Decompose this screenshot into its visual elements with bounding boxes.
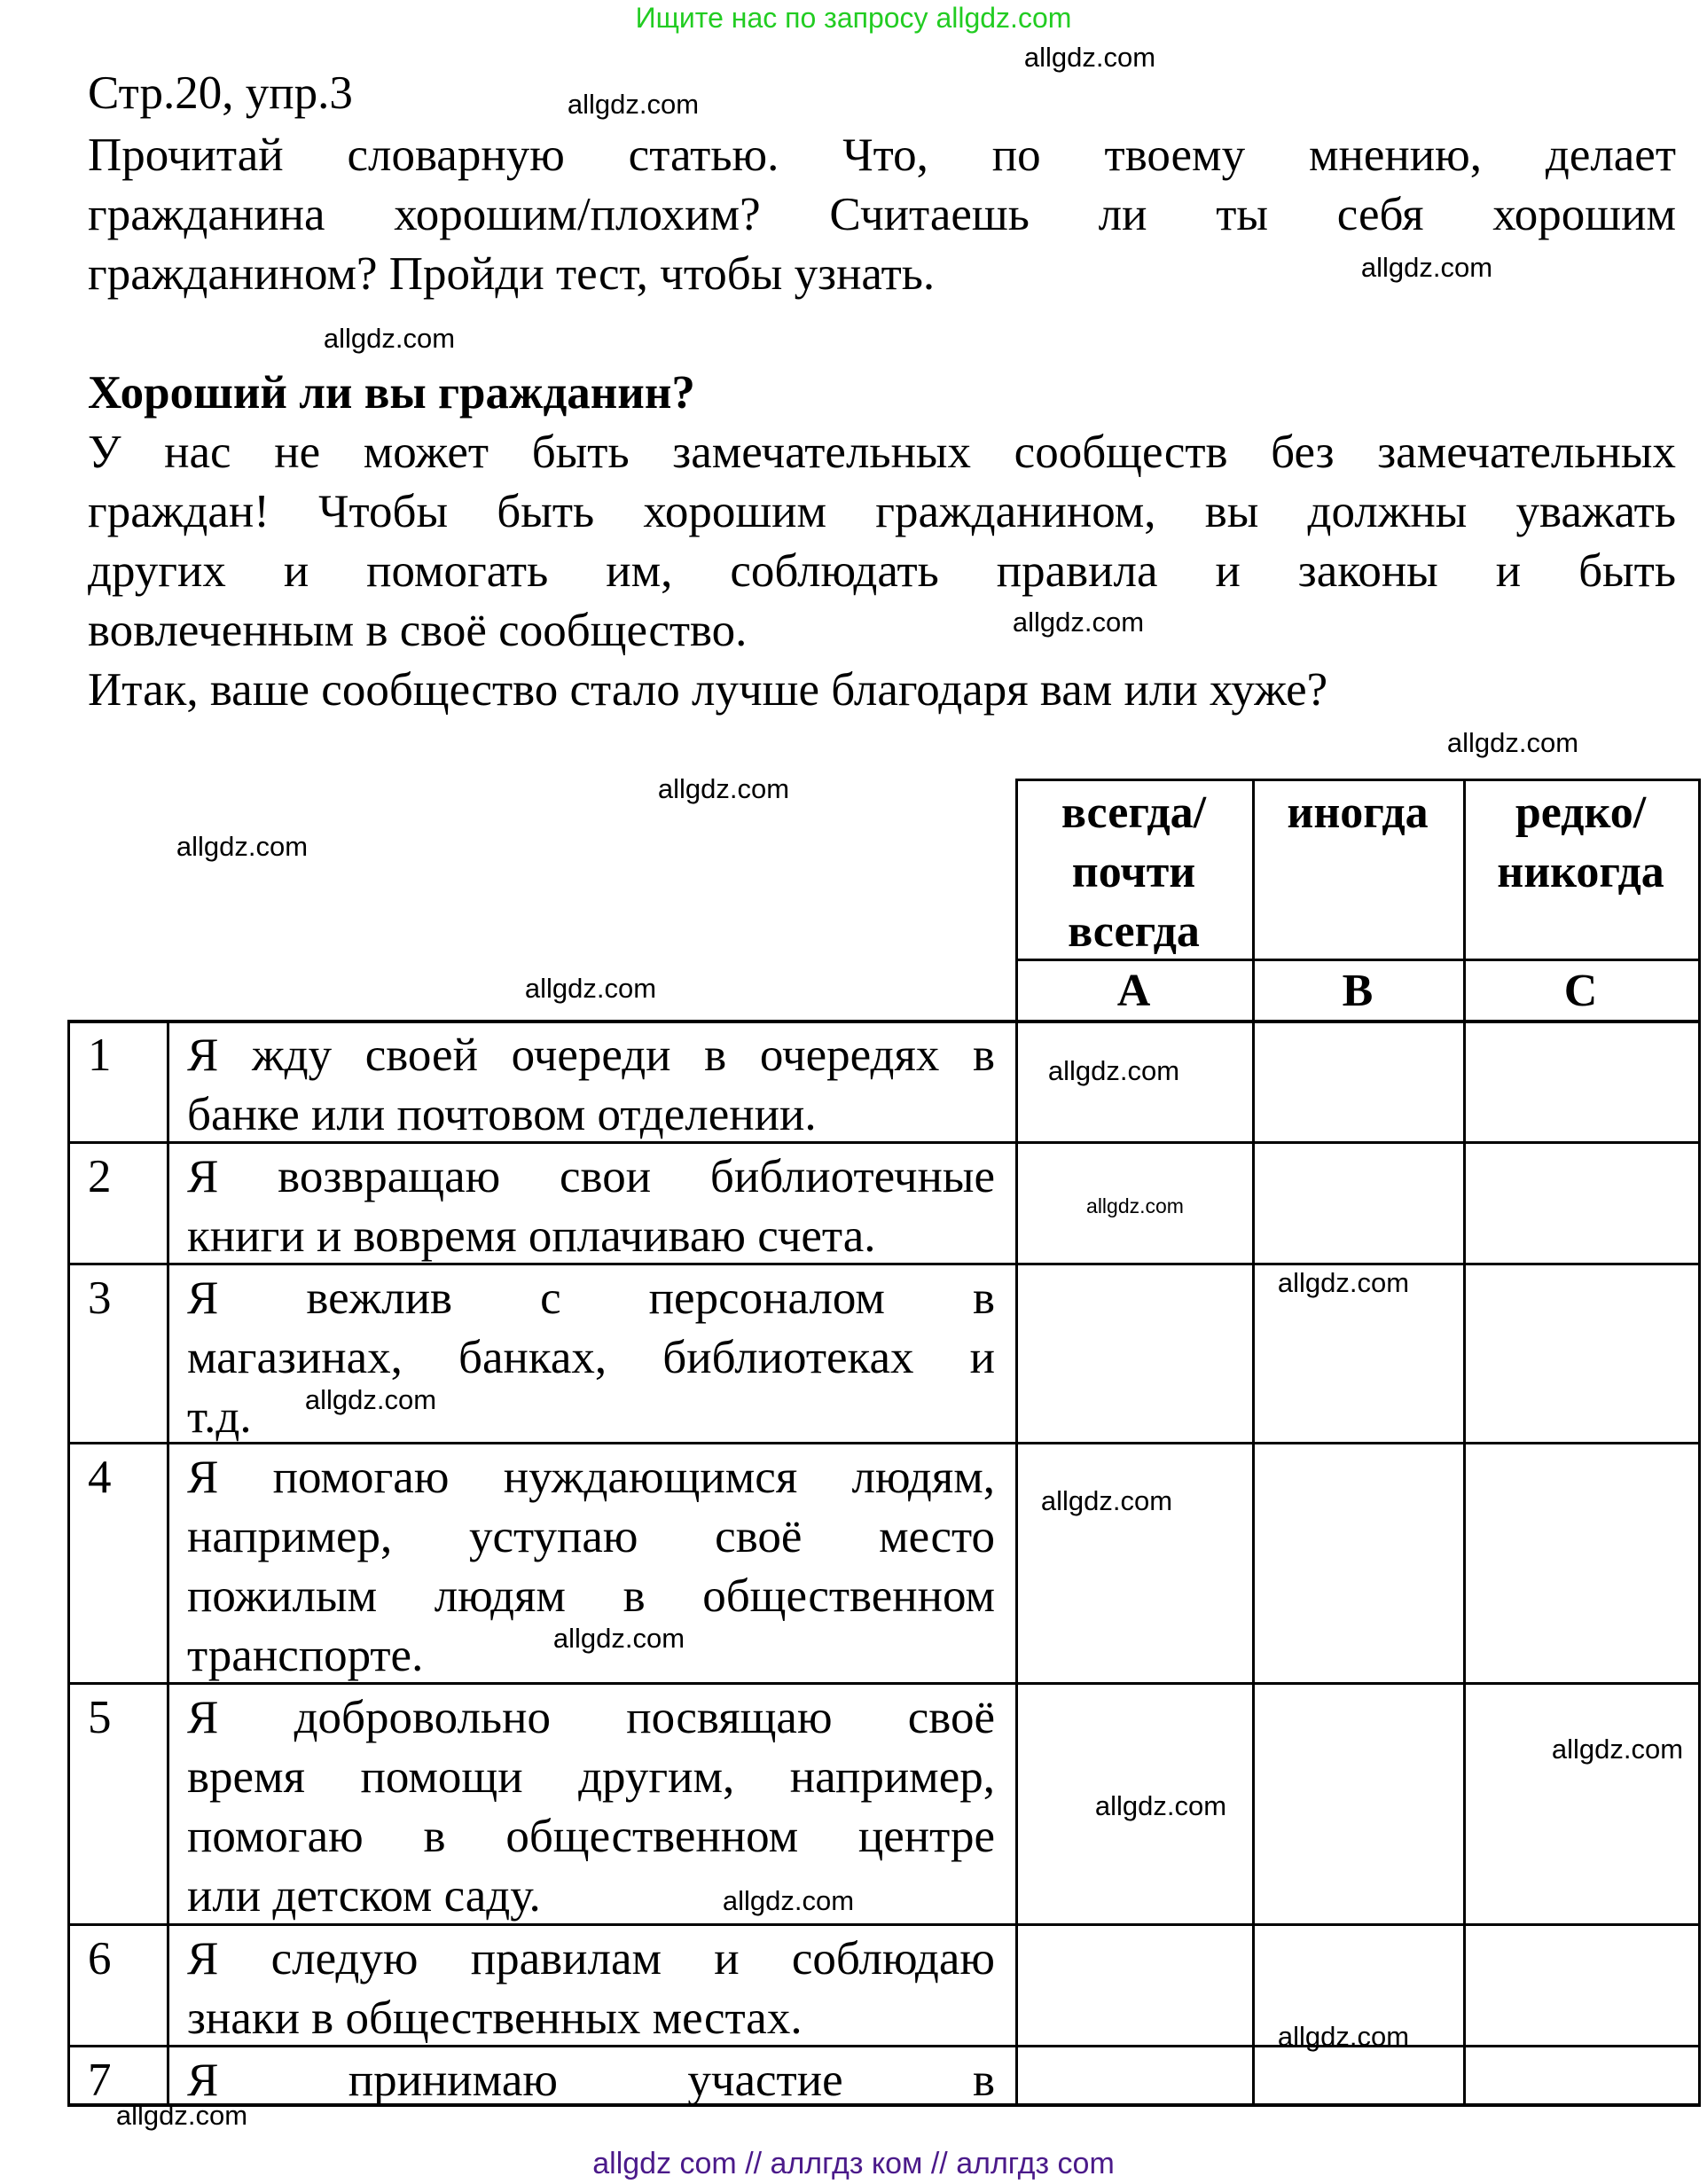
answer-cell-a[interactable] bbox=[1018, 1265, 1252, 1442]
question-line: пожилым людям в общественном bbox=[187, 1570, 995, 1622]
watermark-text: allgdz.com bbox=[1086, 1194, 1184, 1217]
watermark-text: allgdz.com bbox=[657, 773, 790, 804]
intro-line: вовлеченным в своё сообщество. bbox=[88, 605, 748, 656]
instructions-line: гражданина хорошим/плохим? Считаешь ли ты себя хорошим bbox=[88, 189, 1676, 240]
exercise-reference: Стр.20, упр.3 bbox=[88, 67, 353, 119]
column-header-label: всегда/ bbox=[1061, 787, 1207, 838]
column-header-c bbox=[1463, 783, 1698, 902]
column-header-a bbox=[1015, 783, 1252, 961]
search-banner: Ищите нас по запросу allgdz.com bbox=[635, 2, 1072, 34]
column-header-label: почти bbox=[1071, 847, 1196, 897]
answer-cell-a[interactable] bbox=[1018, 2047, 1252, 2103]
question-line: транспорте. bbox=[187, 1630, 424, 1681]
watermark-text: allgdz.com bbox=[1277, 2021, 1410, 2052]
answer-cell-c[interactable] bbox=[1466, 1444, 1698, 1682]
answer-cell-a[interactable] bbox=[1018, 1444, 1252, 1682]
question-text bbox=[187, 1147, 995, 1266]
question-line: т.д. bbox=[187, 1391, 252, 1443]
row-number: 2 bbox=[88, 1151, 112, 1202]
watermark-text: allgdz.com bbox=[304, 1384, 437, 1415]
intro-line: других и помогать им, соблюдать правила и законы и быть bbox=[88, 545, 1676, 597]
intro-line: Итак, ваше сообщество стало лучше благодаря вам или хуже? bbox=[88, 664, 1328, 716]
question-line: Я следую правилам и соблюдаю bbox=[187, 1933, 995, 1984]
row-number: 3 bbox=[88, 1272, 112, 1324]
question-text bbox=[187, 1930, 995, 2048]
column-header-label: никогда bbox=[1497, 847, 1664, 897]
row-number: 4 bbox=[88, 1452, 112, 1503]
question-line: книги и вовремя оплачиваю счета. bbox=[187, 1210, 876, 1262]
answer-cell-c[interactable] bbox=[1466, 1022, 1698, 1141]
answer-cell-b[interactable] bbox=[1255, 1685, 1463, 1923]
watermark-text: allgdz.com bbox=[524, 973, 657, 1004]
watermark-text: allgdz.com bbox=[115, 2100, 248, 2131]
table-border bbox=[1698, 779, 1701, 1020]
question-line: Я помогаю нуждающимся людям, bbox=[187, 1452, 995, 1503]
column-header-label: всегда bbox=[1068, 906, 1200, 957]
row-number: 7 bbox=[88, 2055, 112, 2106]
question-line: Я принимаю участие в bbox=[187, 2055, 995, 2106]
answer-cell-c[interactable] bbox=[1466, 1685, 1698, 1923]
table-border bbox=[67, 1020, 70, 2106]
answer-cell-a[interactable] bbox=[1018, 1926, 1252, 2045]
watermark-text: allgdz.com bbox=[1094, 1790, 1227, 1821]
instructions-line: гражданином? Пройди тест, чтобы узнать. bbox=[88, 248, 936, 300]
question-line: или детском саду. bbox=[187, 1870, 541, 1922]
watermark-text: allgdz.com bbox=[1277, 1267, 1410, 1298]
intro-paragraph bbox=[88, 423, 1676, 720]
question-text bbox=[187, 2051, 995, 2110]
question-line: например, уступаю своё место bbox=[187, 1511, 995, 1562]
table-border bbox=[1015, 779, 1701, 781]
quiz-title: Хороший ли вы гражданин? bbox=[88, 367, 695, 419]
answer-cell-b[interactable] bbox=[1255, 2047, 1463, 2103]
question-line: Я возвращаю свои библиотечные bbox=[187, 1151, 995, 1202]
table-border bbox=[167, 1020, 169, 2106]
row-number: 5 bbox=[88, 1692, 112, 1743]
question-text bbox=[187, 1688, 995, 1926]
question-line: банке или почтовом отделении. bbox=[187, 1089, 817, 1140]
column-header-b bbox=[1252, 783, 1463, 842]
intro-line: У нас не может быть замечательных сообществ без замечательных bbox=[88, 427, 1676, 478]
question-line: магазинах, банках, библиотеках и bbox=[187, 1332, 995, 1383]
column-header-label: иногда bbox=[1287, 787, 1429, 838]
column-letter: A bbox=[1116, 966, 1151, 1016]
answer-cell-c[interactable] bbox=[1466, 1144, 1698, 1263]
answer-cell-b[interactable] bbox=[1255, 1444, 1463, 1682]
watermark-text: allgdz.com bbox=[1047, 1055, 1180, 1086]
table-border bbox=[1698, 1020, 1701, 2106]
answer-cell-c[interactable] bbox=[1466, 1926, 1698, 2045]
watermark-text: allgdz.com bbox=[722, 1885, 855, 1916]
watermark-text: allgdz.com bbox=[552, 1623, 685, 1654]
question-line: время помощи другим, например, bbox=[187, 1751, 995, 1803]
answer-cell-b[interactable] bbox=[1255, 1144, 1463, 1263]
answer-cell-b[interactable] bbox=[1255, 1022, 1463, 1141]
watermark-text: allgdz.com bbox=[176, 831, 309, 862]
intro-line: граждан! Чтобы быть хорошим гражданином, вы должны уважать bbox=[88, 486, 1676, 537]
row-number: 1 bbox=[88, 1029, 112, 1081]
column-letter: C bbox=[1563, 966, 1598, 1016]
footer-banner: allgdz com // аллгдз ком // аллгдз com bbox=[592, 2147, 1115, 2180]
row-number: 6 bbox=[88, 1933, 112, 1984]
question-line: Я жду своей очереди в очередях в bbox=[187, 1029, 995, 1081]
question-line: помогаю в общественном центре bbox=[187, 1811, 995, 1862]
question-line: Я добровольно посвящаю своё bbox=[187, 1692, 995, 1743]
watermark-text: allgdz.com bbox=[1551, 1734, 1684, 1765]
column-header-label: редко/ bbox=[1515, 787, 1647, 838]
instructions-line: Прочитай словарную статью. Что, по твоему мнению, делает bbox=[88, 129, 1676, 181]
watermark-text: allgdz.com bbox=[1012, 607, 1145, 638]
column-letter: B bbox=[1342, 966, 1374, 1016]
question-line: знаки в общественных местах. bbox=[187, 1992, 803, 2044]
question-text bbox=[187, 1269, 995, 1447]
answer-cell-c[interactable] bbox=[1466, 2047, 1698, 2103]
watermark-text: allgdz.com bbox=[1360, 252, 1493, 283]
watermark-text: allgdz.com bbox=[1023, 42, 1156, 73]
watermark-text: allgdz.com bbox=[1446, 727, 1579, 758]
watermark-text: allgdz.com bbox=[323, 323, 456, 354]
watermark-text: allgdz.com bbox=[567, 89, 700, 120]
question-text bbox=[187, 1026, 995, 1145]
question-line: Я вежлив с персоналом в bbox=[187, 1272, 995, 1324]
watermark-text: allgdz.com bbox=[1040, 1485, 1173, 1516]
answer-cell-c[interactable] bbox=[1466, 1265, 1698, 1442]
